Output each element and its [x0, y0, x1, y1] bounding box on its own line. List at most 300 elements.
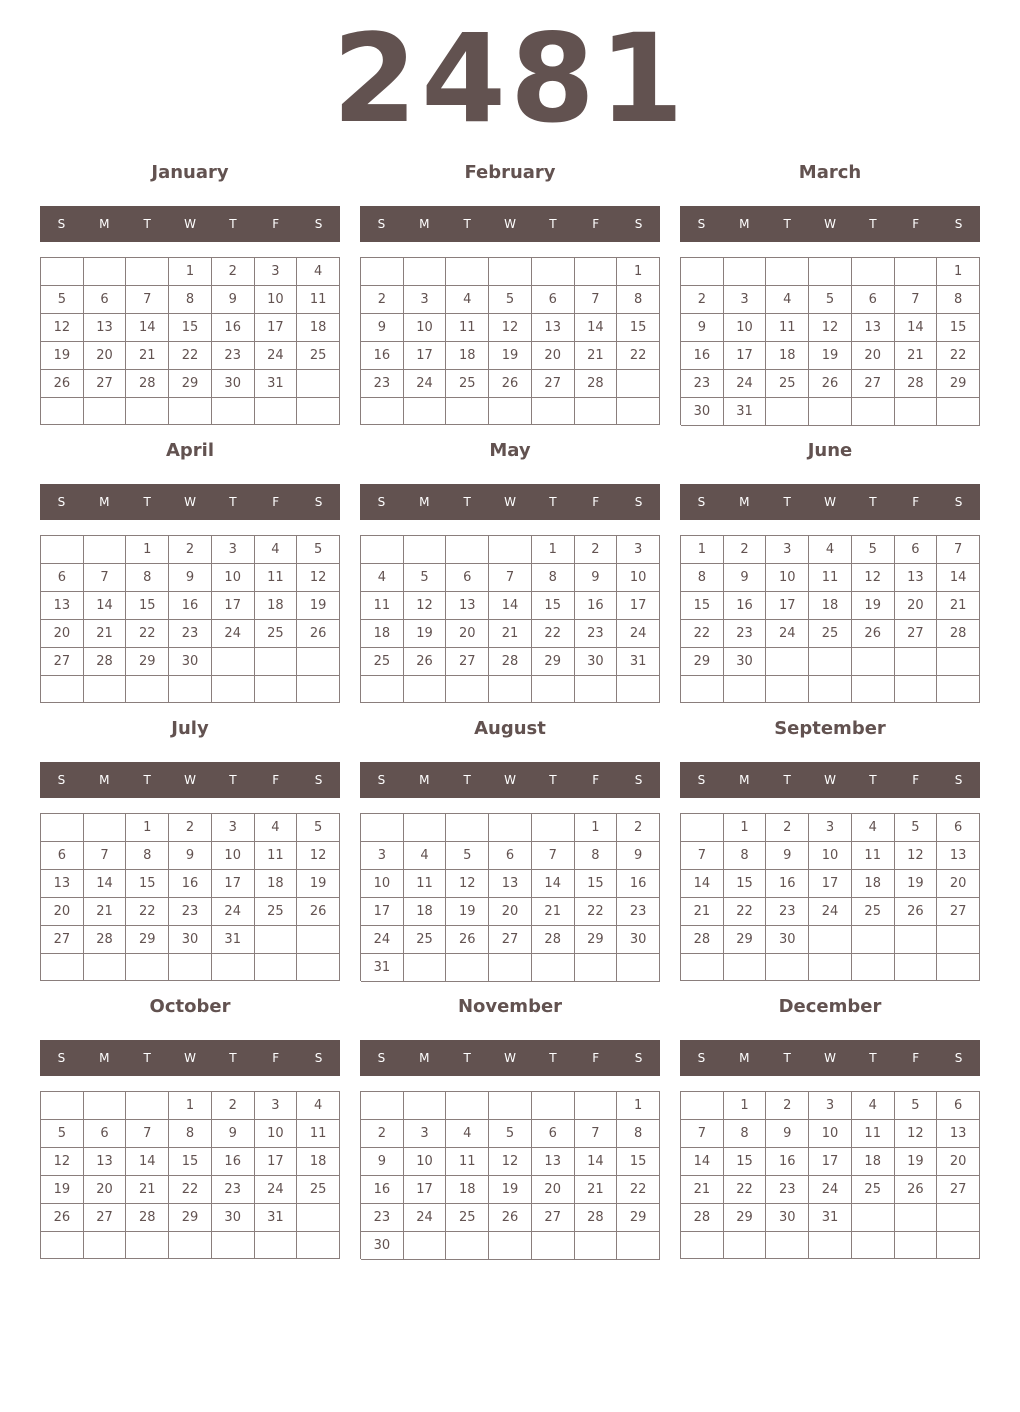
- empty-day-cell: [532, 954, 575, 982]
- day-cell: 27: [895, 620, 938, 648]
- day-cell: 21: [489, 620, 532, 648]
- empty-day-cell: [297, 676, 340, 703]
- empty-day-cell: [489, 1232, 532, 1260]
- empty-day-cell: [489, 676, 532, 703]
- empty-day-cell: [895, 258, 938, 286]
- day-cell: 16: [212, 314, 255, 342]
- day-cell: 18: [255, 592, 298, 620]
- day-cell: 8: [617, 1120, 660, 1148]
- day-cell: 24: [361, 926, 404, 954]
- day-grid: [360, 257, 660, 425]
- empty-day-cell: [681, 954, 724, 981]
- day-cell: 13: [84, 314, 127, 342]
- weekday-header: [40, 484, 340, 520]
- day-cell: 26: [809, 370, 852, 398]
- day-cell: 12: [489, 314, 532, 342]
- weekday-label: W: [504, 773, 516, 787]
- weekday-label: S: [377, 495, 386, 509]
- day-cell: 10: [809, 842, 852, 870]
- weekday-label: T: [549, 495, 557, 509]
- day-cell: 2: [681, 286, 724, 314]
- day-cell: 12: [895, 1120, 938, 1148]
- day-grid: [680, 1091, 980, 1259]
- day-cell: 20: [852, 342, 895, 370]
- empty-day-cell: [297, 1204, 340, 1232]
- day-cell: 13: [937, 842, 980, 870]
- day-cell: 1: [126, 814, 169, 842]
- day-cell: 16: [724, 592, 767, 620]
- day-cell: 10: [404, 314, 447, 342]
- month-name: February: [464, 162, 556, 183]
- day-cell: 21: [575, 1176, 618, 1204]
- empty-day-cell: [489, 258, 532, 286]
- day-cell: 5: [895, 1092, 938, 1120]
- month-name: March: [798, 162, 862, 183]
- day-cell: 15: [169, 1148, 212, 1176]
- day-cell: 14: [126, 1148, 169, 1176]
- weekday-label: W: [184, 1051, 196, 1065]
- empty-day-cell: [895, 954, 938, 981]
- day-cell: 30: [212, 370, 255, 398]
- day-cell: 24: [724, 370, 767, 398]
- day-cell: 12: [852, 564, 895, 592]
- day-cell: 2: [212, 258, 255, 286]
- empty-day-cell: [852, 1204, 895, 1232]
- empty-day-cell: [255, 926, 298, 954]
- day-cell: 7: [575, 286, 618, 314]
- day-cell: 30: [617, 926, 660, 954]
- day-cell: 17: [361, 898, 404, 926]
- day-cell: 17: [404, 342, 447, 370]
- day-cell: 19: [895, 1148, 938, 1176]
- day-cell: 11: [297, 1120, 340, 1148]
- empty-day-cell: [809, 926, 852, 954]
- weekday-label: F: [592, 773, 600, 787]
- empty-day-cell: [766, 648, 809, 676]
- day-cell: 5: [446, 842, 489, 870]
- day-cell: 15: [575, 870, 618, 898]
- day-cell: 28: [126, 1204, 169, 1232]
- day-cell: 3: [255, 258, 298, 286]
- day-cell: 15: [169, 314, 212, 342]
- day-cell: 4: [361, 564, 404, 592]
- day-cell: 19: [446, 898, 489, 926]
- empty-day-cell: [446, 676, 489, 703]
- empty-day-cell: [724, 954, 767, 981]
- day-cell: 24: [617, 620, 660, 648]
- weekday-label: F: [272, 495, 280, 509]
- weekday-header: [680, 762, 980, 798]
- empty-day-cell: [212, 648, 255, 676]
- day-cell: 6: [895, 536, 938, 564]
- day-cell: 11: [446, 314, 489, 342]
- empty-day-cell: [766, 954, 809, 981]
- weekday-label: F: [272, 217, 280, 231]
- day-cell: 1: [724, 814, 767, 842]
- day-cell: 24: [255, 342, 298, 370]
- day-cell: 20: [937, 870, 980, 898]
- empty-day-cell: [41, 398, 84, 425]
- day-cell: 16: [361, 1176, 404, 1204]
- day-cell: 29: [724, 1204, 767, 1232]
- empty-day-cell: [446, 954, 489, 982]
- day-cell: 3: [766, 536, 809, 564]
- weekday-label: S: [697, 495, 706, 509]
- day-cell: 4: [852, 814, 895, 842]
- day-cell: 10: [404, 1148, 447, 1176]
- day-grid: [360, 813, 660, 981]
- day-grid: [360, 1091, 660, 1259]
- empty-day-cell: [724, 258, 767, 286]
- day-cell: 30: [169, 648, 212, 676]
- weekday-label: M: [99, 1051, 110, 1065]
- day-cell: 29: [126, 648, 169, 676]
- weekday-header: [360, 762, 660, 798]
- weekday-label: S: [57, 495, 66, 509]
- day-cell: 13: [852, 314, 895, 342]
- day-cell: 25: [297, 1176, 340, 1204]
- day-cell: 16: [169, 870, 212, 898]
- weekday-label: F: [592, 217, 600, 231]
- day-cell: 18: [361, 620, 404, 648]
- weekday-label: S: [314, 1051, 323, 1065]
- day-cell: 27: [446, 648, 489, 676]
- day-cell: 22: [126, 620, 169, 648]
- day-cell: 1: [724, 1092, 767, 1120]
- empty-day-cell: [489, 398, 532, 425]
- weekday-header: [680, 1040, 980, 1076]
- empty-day-cell: [297, 370, 340, 398]
- month-name: December: [778, 996, 882, 1017]
- weekday-label: M: [739, 1051, 750, 1065]
- day-cell: 1: [169, 258, 212, 286]
- day-cell: 18: [255, 870, 298, 898]
- day-cell: 15: [724, 870, 767, 898]
- day-cell: 13: [532, 1148, 575, 1176]
- empty-day-cell: [446, 1232, 489, 1260]
- empty-day-cell: [575, 258, 618, 286]
- empty-day-cell: [895, 676, 938, 703]
- empty-day-cell: [404, 814, 447, 842]
- weekday-label: W: [184, 773, 196, 787]
- weekday-label: F: [912, 217, 920, 231]
- day-cell: 13: [41, 870, 84, 898]
- empty-day-cell: [895, 398, 938, 426]
- day-cell: 25: [766, 370, 809, 398]
- day-cell: 25: [852, 898, 895, 926]
- empty-day-cell: [404, 536, 447, 564]
- empty-day-cell: [404, 1232, 447, 1260]
- day-cell: 15: [532, 592, 575, 620]
- day-cell: 21: [895, 342, 938, 370]
- empty-day-cell: [126, 676, 169, 703]
- day-cell: 3: [361, 842, 404, 870]
- empty-day-cell: [255, 676, 298, 703]
- empty-day-cell: [41, 814, 84, 842]
- day-cell: 14: [681, 870, 724, 898]
- weekday-label: T: [229, 1051, 237, 1065]
- day-cell: 30: [575, 648, 618, 676]
- empty-day-cell: [852, 258, 895, 286]
- day-cell: 18: [852, 870, 895, 898]
- weekday-label: S: [314, 217, 323, 231]
- day-cell: 30: [361, 1232, 404, 1260]
- empty-day-cell: [895, 648, 938, 676]
- weekday-label: T: [229, 773, 237, 787]
- day-cell: 10: [809, 1120, 852, 1148]
- day-cell: 17: [809, 1148, 852, 1176]
- day-cell: 23: [681, 370, 724, 398]
- day-cell: 9: [766, 1120, 809, 1148]
- day-cell: 26: [489, 1204, 532, 1232]
- day-cell: 21: [126, 342, 169, 370]
- day-cell: 18: [404, 898, 447, 926]
- empty-day-cell: [575, 676, 618, 703]
- day-cell: 15: [617, 314, 660, 342]
- empty-day-cell: [126, 1092, 169, 1120]
- day-cell: 6: [41, 842, 84, 870]
- empty-day-cell: [404, 1092, 447, 1120]
- weekday-label: T: [869, 773, 877, 787]
- day-cell: 19: [895, 870, 938, 898]
- empty-day-cell: [724, 676, 767, 703]
- day-cell: 11: [255, 842, 298, 870]
- day-cell: 5: [297, 814, 340, 842]
- day-cell: 29: [169, 1204, 212, 1232]
- empty-day-cell: [169, 954, 212, 981]
- day-cell: 3: [724, 286, 767, 314]
- weekday-label: S: [954, 773, 963, 787]
- empty-day-cell: [361, 814, 404, 842]
- day-cell: 25: [446, 370, 489, 398]
- day-cell: 15: [126, 870, 169, 898]
- day-cell: 7: [937, 536, 980, 564]
- day-cell: 14: [489, 592, 532, 620]
- day-cell: 9: [361, 314, 404, 342]
- day-cell: 10: [361, 870, 404, 898]
- day-cell: 9: [681, 314, 724, 342]
- weekday-label: T: [143, 495, 151, 509]
- weekday-header: [360, 1040, 660, 1076]
- day-cell: 3: [809, 814, 852, 842]
- day-cell: 17: [255, 314, 298, 342]
- day-cell: 19: [404, 620, 447, 648]
- month-name: January: [151, 162, 229, 183]
- day-cell: 21: [84, 898, 127, 926]
- empty-day-cell: [532, 1092, 575, 1120]
- day-cell: 14: [895, 314, 938, 342]
- day-cell: 25: [297, 342, 340, 370]
- day-cell: 21: [84, 620, 127, 648]
- day-cell: 6: [852, 286, 895, 314]
- day-cell: 30: [724, 648, 767, 676]
- empty-day-cell: [532, 1232, 575, 1260]
- weekday-label: T: [783, 495, 791, 509]
- day-cell: 29: [575, 926, 618, 954]
- empty-day-cell: [489, 954, 532, 982]
- weekday-label: F: [272, 1051, 280, 1065]
- day-cell: 25: [361, 648, 404, 676]
- day-cell: 27: [41, 648, 84, 676]
- weekday-label: S: [314, 773, 323, 787]
- day-cell: 20: [895, 592, 938, 620]
- weekday-label: S: [954, 1051, 963, 1065]
- day-cell: 26: [446, 926, 489, 954]
- day-cell: 23: [361, 370, 404, 398]
- day-cell: 4: [852, 1092, 895, 1120]
- day-cell: 15: [681, 592, 724, 620]
- day-cell: 3: [212, 536, 255, 564]
- weekday-label: T: [783, 1051, 791, 1065]
- day-cell: 26: [895, 1176, 938, 1204]
- empty-day-cell: [809, 1232, 852, 1259]
- day-cell: 6: [84, 286, 127, 314]
- day-cell: 27: [489, 926, 532, 954]
- empty-day-cell: [126, 1232, 169, 1259]
- day-cell: 19: [297, 870, 340, 898]
- weekday-header: [40, 762, 340, 798]
- day-cell: 1: [126, 536, 169, 564]
- weekday-label: W: [824, 773, 836, 787]
- weekday-header: [40, 206, 340, 242]
- day-cell: 23: [766, 898, 809, 926]
- day-cell: 26: [41, 1204, 84, 1232]
- day-cell: 26: [297, 620, 340, 648]
- empty-day-cell: [212, 954, 255, 981]
- month-name: April: [165, 440, 215, 461]
- day-cell: 23: [212, 342, 255, 370]
- weekday-label: T: [463, 1051, 471, 1065]
- day-cell: 1: [681, 536, 724, 564]
- day-cell: 23: [212, 1176, 255, 1204]
- day-cell: 22: [169, 342, 212, 370]
- day-cell: 13: [446, 592, 489, 620]
- day-cell: 9: [169, 842, 212, 870]
- empty-day-cell: [681, 676, 724, 703]
- empty-day-cell: [617, 954, 660, 982]
- day-cell: 3: [404, 1120, 447, 1148]
- day-cell: 5: [852, 536, 895, 564]
- day-cell: 9: [169, 564, 212, 592]
- day-cell: 3: [255, 1092, 298, 1120]
- day-cell: 21: [532, 898, 575, 926]
- day-cell: 20: [41, 620, 84, 648]
- day-cell: 19: [41, 1176, 84, 1204]
- empty-day-cell: [446, 814, 489, 842]
- empty-day-cell: [212, 1232, 255, 1259]
- day-cell: 17: [255, 1148, 298, 1176]
- day-cell: 23: [361, 1204, 404, 1232]
- empty-day-cell: [532, 676, 575, 703]
- day-cell: 25: [255, 620, 298, 648]
- empty-day-cell: [617, 370, 660, 398]
- day-cell: 11: [297, 286, 340, 314]
- day-grid: [40, 813, 340, 981]
- day-cell: 24: [212, 898, 255, 926]
- empty-day-cell: [255, 648, 298, 676]
- empty-day-cell: [489, 814, 532, 842]
- day-cell: 1: [617, 258, 660, 286]
- day-cell: 30: [766, 1204, 809, 1232]
- weekday-label: T: [869, 495, 877, 509]
- weekday-label: T: [869, 1051, 877, 1065]
- weekday-label: T: [229, 217, 237, 231]
- day-cell: 6: [84, 1120, 127, 1148]
- empty-day-cell: [852, 398, 895, 426]
- day-cell: 3: [809, 1092, 852, 1120]
- day-cell: 13: [84, 1148, 127, 1176]
- empty-day-cell: [532, 398, 575, 425]
- weekday-label: T: [549, 773, 557, 787]
- day-cell: 20: [41, 898, 84, 926]
- day-cell: 8: [617, 286, 660, 314]
- day-cell: 28: [84, 926, 127, 954]
- day-cell: 7: [575, 1120, 618, 1148]
- day-cell: 20: [532, 342, 575, 370]
- weekday-label: M: [419, 1051, 430, 1065]
- empty-day-cell: [84, 536, 127, 564]
- empty-day-cell: [361, 536, 404, 564]
- day-cell: 14: [681, 1148, 724, 1176]
- empty-day-cell: [489, 536, 532, 564]
- weekday-label: T: [229, 495, 237, 509]
- weekday-label: S: [697, 1051, 706, 1065]
- empty-day-cell: [361, 676, 404, 703]
- day-cell: 18: [852, 1148, 895, 1176]
- day-cell: 7: [84, 564, 127, 592]
- weekday-label: T: [463, 773, 471, 787]
- empty-day-cell: [809, 258, 852, 286]
- empty-day-cell: [212, 676, 255, 703]
- day-cell: 4: [297, 1092, 340, 1120]
- day-cell: 2: [212, 1092, 255, 1120]
- day-cell: 29: [126, 926, 169, 954]
- empty-day-cell: [361, 258, 404, 286]
- day-grid: [680, 535, 980, 703]
- weekday-label: M: [99, 495, 110, 509]
- empty-day-cell: [724, 1232, 767, 1259]
- day-cell: 26: [297, 898, 340, 926]
- empty-day-cell: [766, 398, 809, 426]
- day-cell: 7: [126, 1120, 169, 1148]
- day-cell: 2: [766, 1092, 809, 1120]
- day-cell: 13: [937, 1120, 980, 1148]
- weekday-label: T: [143, 217, 151, 231]
- empty-day-cell: [895, 1232, 938, 1259]
- empty-day-cell: [446, 258, 489, 286]
- empty-day-cell: [404, 676, 447, 703]
- empty-day-cell: [617, 676, 660, 703]
- day-cell: 12: [404, 592, 447, 620]
- day-cell: 8: [724, 842, 767, 870]
- weekday-label: S: [954, 217, 963, 231]
- weekday-header: [680, 206, 980, 242]
- weekday-label: S: [697, 773, 706, 787]
- empty-day-cell: [617, 1232, 660, 1260]
- day-cell: 8: [724, 1120, 767, 1148]
- day-cell: 4: [255, 814, 298, 842]
- day-cell: 14: [937, 564, 980, 592]
- day-cell: 22: [724, 898, 767, 926]
- day-cell: 12: [41, 314, 84, 342]
- day-cell: 28: [681, 1204, 724, 1232]
- weekday-label: S: [57, 773, 66, 787]
- day-cell: 10: [724, 314, 767, 342]
- day-cell: 23: [617, 898, 660, 926]
- empty-day-cell: [84, 954, 127, 981]
- day-cell: 25: [852, 1176, 895, 1204]
- day-cell: 19: [489, 342, 532, 370]
